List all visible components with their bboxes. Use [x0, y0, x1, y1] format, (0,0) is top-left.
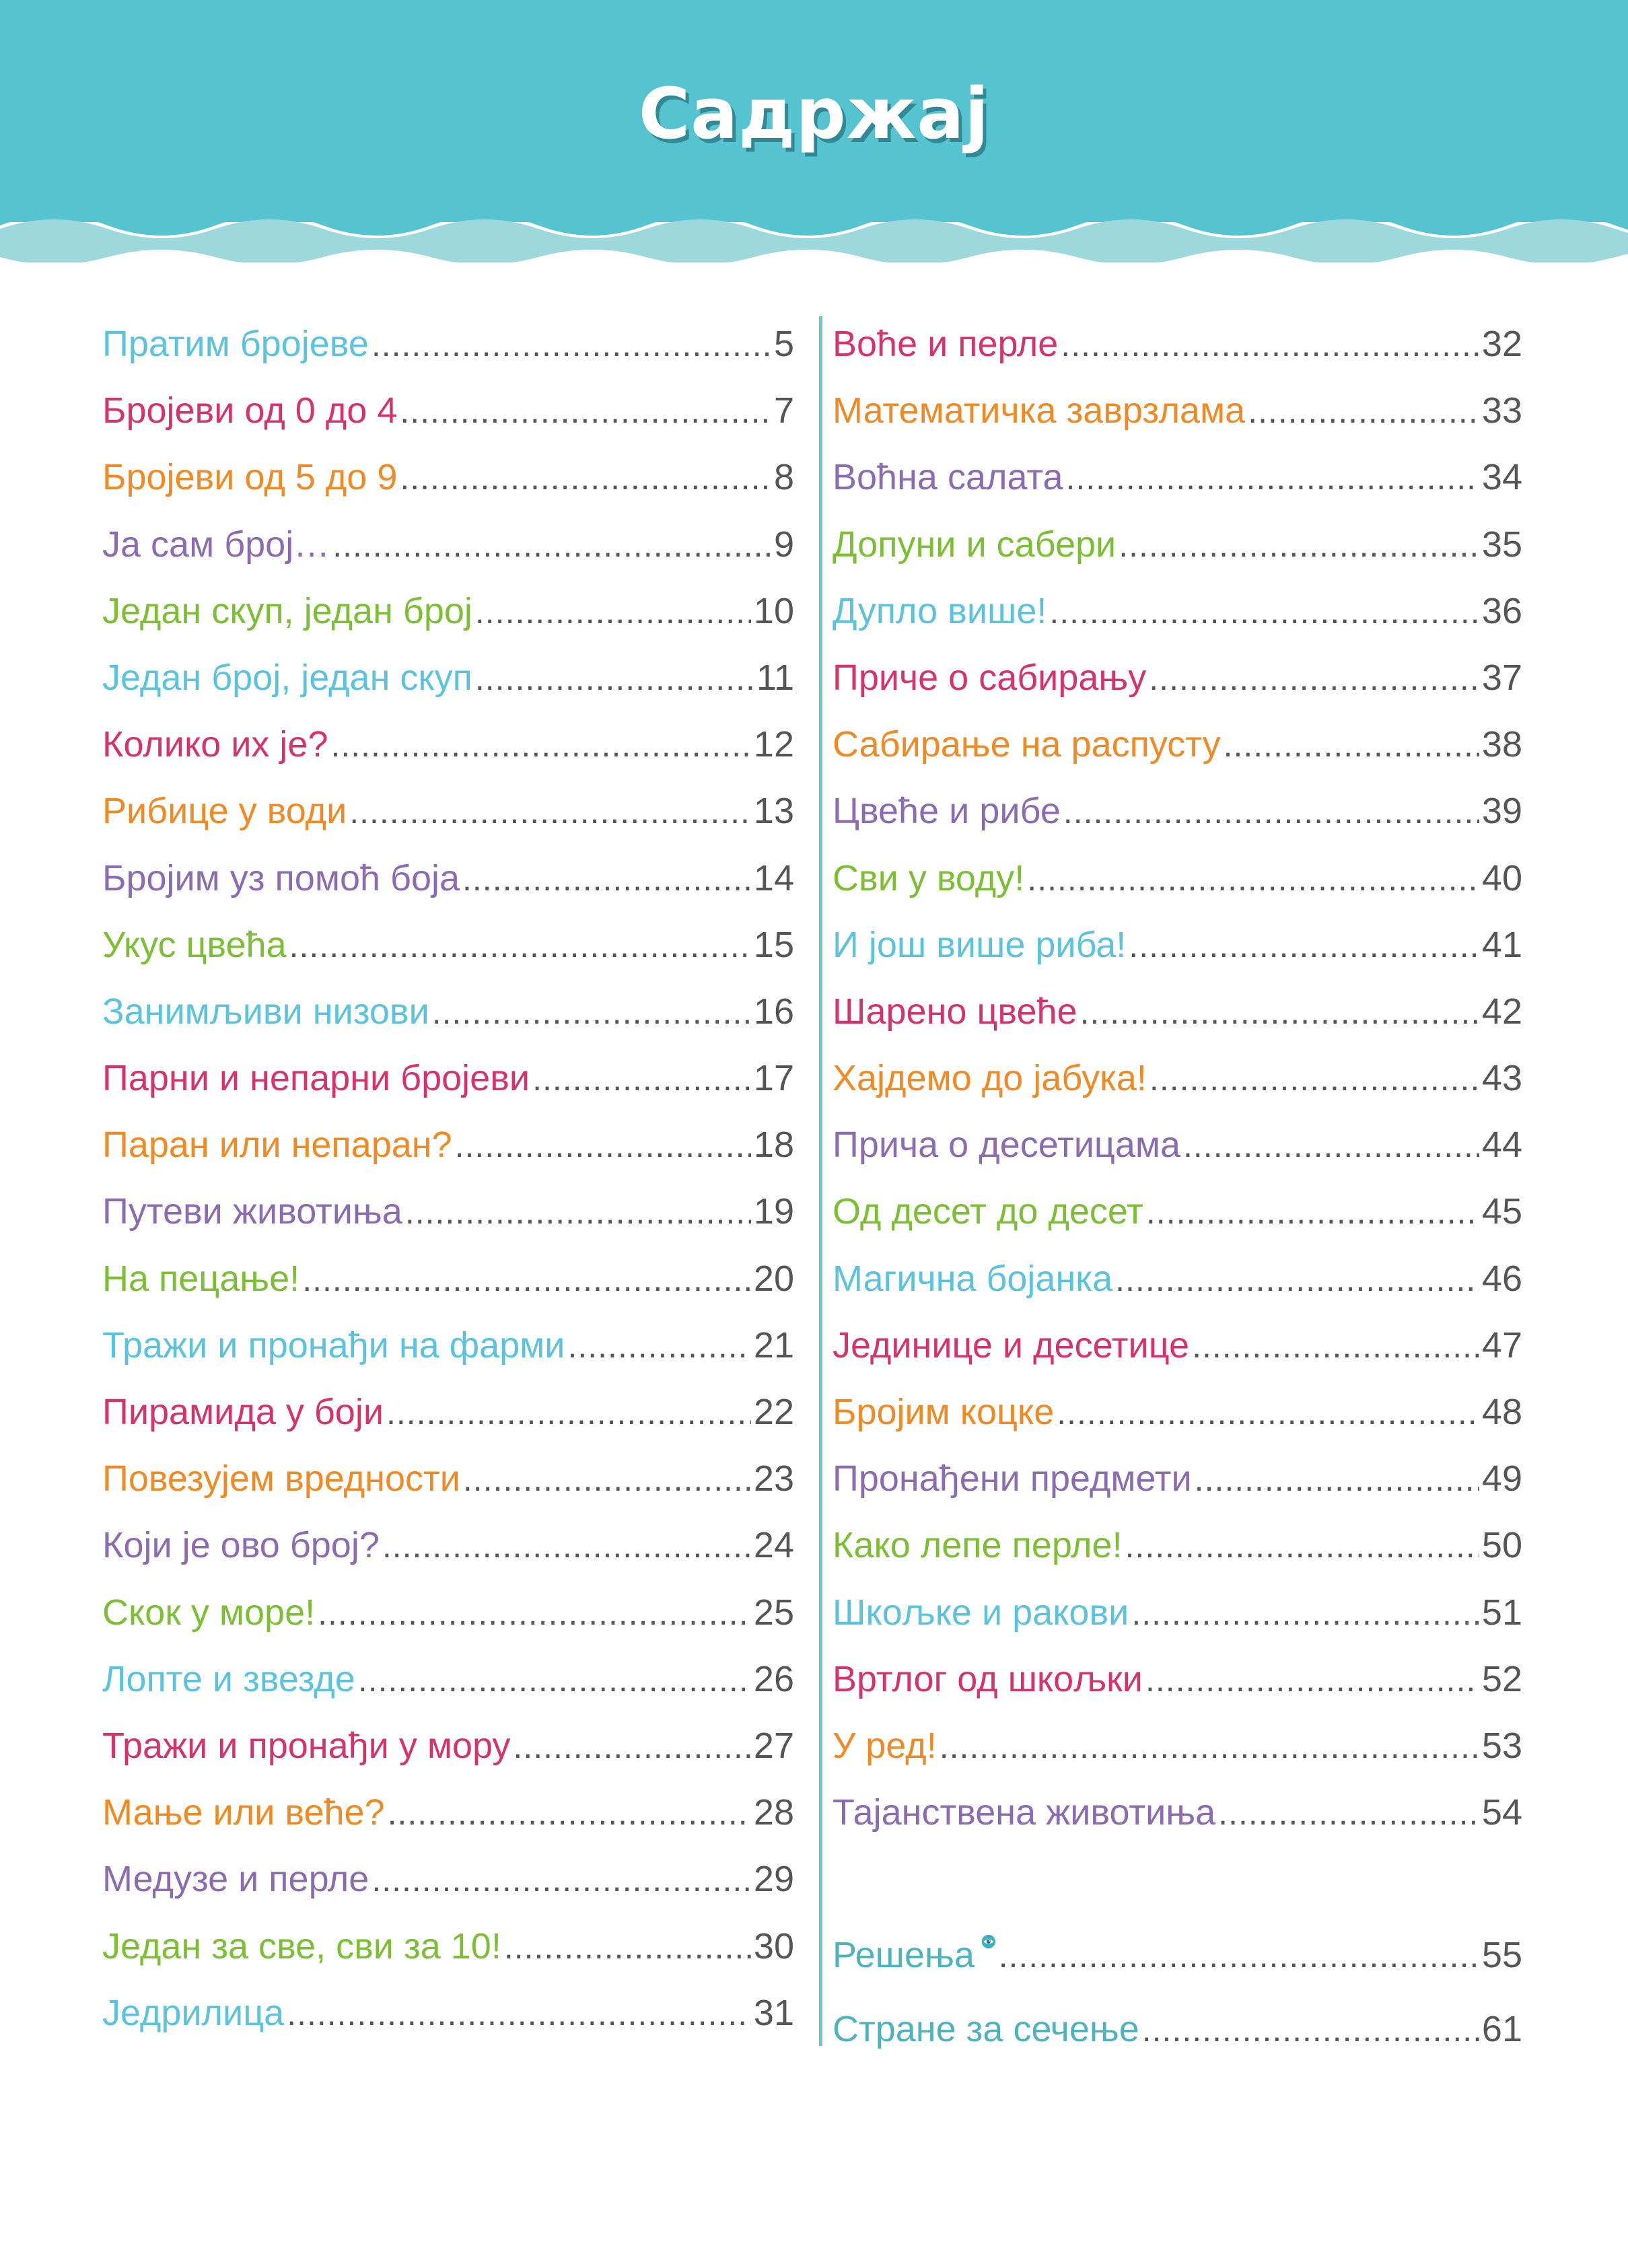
dot-leader: [455, 1112, 751, 1179]
toc-page-number: 23: [753, 1458, 794, 1499]
toc-entry-title: Колико их је?: [102, 724, 328, 765]
toc-page-number: 53: [1481, 1725, 1522, 1766]
dot-leader: [1049, 579, 1479, 645]
dot-leader: [1119, 512, 1479, 579]
dot-leader: [940, 1713, 1479, 1780]
toc-entry[interactable]: [833, 1112, 1522, 1178]
toc-entry[interactable]: [833, 1246, 1522, 1312]
toc-page-number: 41: [1481, 924, 1522, 965]
toc-entry-title: Бројим коцке: [833, 1392, 1055, 1432]
dot-leader: [330, 712, 750, 779]
dot-leader: [332, 512, 771, 579]
dot-leader: [1149, 645, 1479, 712]
toc-page-number: 29: [753, 1859, 794, 1900]
toc-page-number: 28: [753, 1792, 794, 1833]
toc-entry-title: Медузе и перле: [102, 1859, 369, 1900]
dot-leader: [567, 1313, 750, 1380]
toc-appendix-list: [833, 1918, 1522, 2066]
toc-page-number: 36: [1481, 590, 1522, 631]
toc-page-number: 17: [753, 1058, 794, 1099]
toc-entry[interactable]: [833, 1446, 1522, 1512]
dot-leader: [400, 445, 771, 511]
toc-entry-title: Прича о десетицама: [833, 1125, 1181, 1166]
toc-entry[interactable]: [102, 1178, 794, 1245]
toc-page-number: 26: [753, 1658, 794, 1699]
toc-page-number: 43: [1481, 1058, 1522, 1099]
toc-entry[interactable]: [102, 778, 794, 845]
dot-leader: [1218, 1780, 1479, 1847]
toc-entry-title: Тражи и пронађи на фарми: [102, 1324, 565, 1366]
dot-leader: [1125, 1513, 1479, 1580]
toc-entry[interactable]: [833, 1512, 1522, 1579]
dot-leader: [388, 1780, 751, 1847]
toc-entry[interactable]: [833, 578, 1522, 645]
toc-page-number: 44: [1481, 1125, 1522, 1166]
toc-page-number: 30: [753, 1925, 794, 1966]
column-divider: [819, 316, 822, 2046]
toc-entry[interactable]: [833, 1713, 1522, 1779]
toc-entry-title: Пронађени предмети: [833, 1458, 1192, 1499]
toc-entry-title: Пратим бројеве: [102, 324, 369, 364]
toc-page-number: 38: [1481, 724, 1522, 765]
toc-page-number: 18: [753, 1125, 794, 1166]
toc-page-number: 22: [753, 1392, 794, 1432]
toc-entry[interactable]: [102, 645, 794, 711]
toc-page-number: 35: [1481, 524, 1522, 565]
toc-entry-title: Вртлог од шкољки: [833, 1658, 1143, 1699]
toc-entry-title: Повезујем вредности: [102, 1458, 460, 1499]
toc-page-number: 40: [1481, 857, 1522, 898]
toc-entry[interactable]: [102, 1913, 794, 1980]
page-title: Садржај: [638, 73, 990, 155]
toc-page-number: 50: [1481, 1525, 1522, 1566]
toc-page-number: 24: [753, 1525, 794, 1566]
dot-leader: [1131, 1580, 1479, 1647]
toc-page-number: 20: [753, 1258, 794, 1299]
toc-page-number: 51: [1481, 1592, 1522, 1633]
dot-leader: [1057, 1380, 1479, 1446]
dot-leader: [532, 1046, 751, 1112]
toc-page-number: 25: [753, 1592, 794, 1633]
toc-entry[interactable]: [102, 1112, 794, 1178]
toc-page-number: 32: [1481, 324, 1522, 364]
dot-leader: [1080, 979, 1479, 1046]
toc-entry-title: Паран или непаран?: [102, 1125, 452, 1166]
toc-entry[interactable]: [833, 444, 1522, 511]
toc-entry-title: Један за све, сви за 10!: [102, 1925, 501, 1966]
toc-entry-title: Од десет до десет: [833, 1191, 1143, 1232]
dot-leader: [1063, 779, 1479, 845]
toc-page-number: 31: [753, 1992, 794, 2033]
dot-leader: [289, 913, 751, 979]
dot-leader: [504, 1914, 751, 1981]
dot-leader: [432, 979, 751, 1046]
toc-entry-title: Воће и перле: [833, 324, 1059, 364]
toc-entry-title: Бројеви од 0 до 4: [102, 390, 398, 431]
toc-entry[interactable]: [102, 1379, 794, 1446]
dot-leader: [1129, 913, 1479, 979]
toc-entry-title: Математичка заврзлама: [833, 390, 1246, 431]
toc-entry-title: Допуни и сабери: [833, 524, 1117, 565]
toc-entry[interactable]: [102, 1312, 794, 1379]
toc-entry[interactable]: [102, 311, 794, 378]
toc-entry-title: Шарено цвеће: [833, 991, 1077, 1032]
toc-entry-title: Једрилица: [102, 1992, 285, 2033]
toc-entry-title: Воћна салата: [833, 457, 1063, 498]
dot-leader: [1061, 312, 1479, 378]
toc-page-number: 14: [753, 857, 794, 898]
toc-entry-title: Тајанствена животиња: [833, 1792, 1216, 1833]
toc-entry-title: Цвеће и рибе: [833, 791, 1061, 832]
toc-entry[interactable]: [833, 511, 1522, 578]
toc-entry-title: Ја сам број…: [102, 524, 330, 565]
toc-entry[interactable]: [833, 1045, 1522, 1112]
toc-left-column: [102, 311, 794, 2047]
toc-entry-title: На пецање!: [102, 1258, 300, 1299]
toc-entry[interactable]: [102, 1045, 794, 1112]
toc-entry-title: Хајдемо до јабука!: [833, 1058, 1147, 1099]
dot-leader: [463, 1446, 751, 1513]
toc-entry-title: Путеви животиња: [102, 1191, 402, 1232]
toc-page-number: 15: [753, 924, 794, 965]
dot-leader: [1146, 1179, 1479, 1246]
toc-page-number: 42: [1481, 991, 1522, 1032]
toc-entry-title: Који је ово број?: [102, 1525, 380, 1566]
toc-page-number: 27: [753, 1725, 794, 1766]
dot-leader: [475, 579, 751, 645]
toc-page-number: 7: [773, 390, 794, 431]
dot-leader: [1183, 1112, 1479, 1179]
toc-entry[interactable]: [102, 1713, 794, 1779]
dot-leader: [1248, 378, 1479, 445]
dot-leader: [1115, 1246, 1479, 1313]
toc-page-number: 10: [753, 590, 794, 631]
toc-entry[interactable]: [833, 645, 1522, 711]
toc-entry-title: Укус цвећа: [102, 924, 287, 965]
toc-entry[interactable]: [833, 912, 1522, 979]
toc-page-number: 61: [1481, 2009, 1522, 2049]
toc-entry-title: Парни и непарни бројеви: [102, 1058, 530, 1099]
toc-entry[interactable]: [833, 1646, 1522, 1713]
toc-entry[interactable]: [833, 845, 1522, 912]
dot-leader: [318, 1580, 751, 1647]
dot-leader: [400, 378, 771, 445]
toc-entry[interactable]: [102, 1446, 794, 1512]
toc-entry[interactable]: [102, 1512, 794, 1579]
dot-leader: [302, 1246, 751, 1313]
toc-entry[interactable]: [102, 1779, 794, 1846]
toc-page-number: 33: [1481, 390, 1522, 431]
dot-leader: [1065, 445, 1479, 511]
toc-entry[interactable]: [833, 1992, 1522, 2066]
toc-page-number: 8: [773, 457, 794, 498]
toc-entry[interactable]: [833, 1379, 1522, 1446]
toc-entry-title: Скок у море!: [102, 1592, 316, 1633]
toc-entry[interactable]: [833, 311, 1522, 378]
toc-page-number: 52: [1481, 1658, 1522, 1699]
toc-entry[interactable]: [833, 1918, 1522, 1992]
toc-entry[interactable]: [102, 979, 794, 1045]
dot-leader: [287, 1981, 751, 2047]
dot-leader: [382, 1513, 751, 1580]
toc-entry[interactable]: [102, 1980, 794, 2047]
toc-entry-title: У ред!: [833, 1725, 937, 1766]
toc-entry-title: Тражи и пронађи у мору: [102, 1725, 511, 1766]
dot-leader: [513, 1713, 751, 1780]
toc-page-number: 47: [1481, 1324, 1522, 1366]
toc-entry-title: Приче о сабирању: [833, 657, 1147, 698]
toc-entry[interactable]: [833, 979, 1522, 1045]
toc-page-number: 5: [773, 324, 794, 364]
toc-entry-title: Сабирање на распусту: [833, 724, 1221, 765]
toc-entry[interactable]: [833, 378, 1522, 444]
toc-entry-title: Лопте и звезде: [102, 1658, 355, 1699]
toc-entry[interactable]: [102, 1580, 794, 1646]
toc-entry-title: Дупло више!: [833, 590, 1047, 631]
toc-entry-title: Рибице у води: [102, 791, 347, 832]
toc-entry-title: Како лепе перле!: [833, 1525, 1123, 1566]
toc-entry-title: Пирамида у боји: [102, 1392, 384, 1432]
toc-entry[interactable]: [102, 1846, 794, 1913]
dot-leader: [999, 1919, 1479, 1993]
toc-entry[interactable]: [102, 578, 794, 645]
toc-entry[interactable]: [102, 378, 794, 444]
toc-page-number: 54: [1481, 1792, 1522, 1833]
toc-entry-title: Један број, један скуп: [102, 657, 472, 698]
toc-entry[interactable]: [102, 511, 794, 578]
toc-entry-title: Бројим уз помоћ боја: [102, 857, 460, 898]
toc-entry[interactable]: [833, 711, 1522, 778]
toc-entry-title: Јединице и десетице: [833, 1324, 1190, 1366]
toc-entry[interactable]: [833, 1580, 1522, 1646]
dot-leader: [1192, 1313, 1479, 1380]
toc-page-number: 13: [753, 791, 794, 832]
toc-entry[interactable]: [102, 1646, 794, 1713]
toc-entry-title: Занимљиви низови: [102, 991, 429, 1032]
dot-leader: [462, 846, 751, 913]
toc-entry[interactable]: [102, 912, 794, 979]
toc-page-number: 12: [753, 724, 794, 765]
toc-page-number: 39: [1481, 791, 1522, 832]
toc-entry-title: Решења: [833, 1935, 975, 1975]
toc-page-number: 37: [1481, 657, 1522, 698]
toc-entry[interactable]: [102, 711, 794, 778]
toc-entry[interactable]: [102, 845, 794, 912]
dot-leader: [371, 1847, 751, 1913]
toc-page-number: 21: [753, 1324, 794, 1366]
toc-page-number: 11: [756, 657, 794, 698]
toc-entry[interactable]: [833, 1779, 1522, 1846]
toc-page-number: 34: [1481, 457, 1522, 498]
dot-leader: [358, 1647, 751, 1713]
toc-entry-title: Шкољке и ракови: [833, 1592, 1129, 1633]
dot-leader: [1145, 1647, 1479, 1713]
dot-leader: [475, 645, 754, 712]
dot-leader: [1142, 1993, 1479, 2067]
toc-page-number: 19: [753, 1191, 794, 1232]
dot-leader: [405, 1179, 751, 1246]
toc-entry[interactable]: [833, 1312, 1522, 1379]
toc-entry[interactable]: [833, 1178, 1522, 1245]
toc-page-number: 9: [773, 524, 794, 565]
toc-entry-title: Сви у воду!: [833, 857, 1025, 898]
dot-leader: [349, 779, 751, 845]
toc-entry[interactable]: [102, 1246, 794, 1312]
header-banner: [0, 0, 1628, 262]
dot-leader: [1149, 1046, 1479, 1112]
toc-page-number: 45: [1481, 1191, 1522, 1232]
toc-page-number: 55: [1481, 1935, 1522, 1975]
toc-entry[interactable]: [833, 778, 1522, 845]
toc-entry[interactable]: [102, 444, 794, 511]
dot-leader: [1224, 712, 1479, 779]
dot-leader: [371, 312, 771, 378]
toc-entry-title: Стране за сечење: [833, 2009, 1139, 2049]
toc-entry-title: И још више риба!: [833, 924, 1127, 965]
toc-page-number: 49: [1481, 1458, 1522, 1499]
toc-page-number: 46: [1481, 1258, 1522, 1299]
dot-leader: [386, 1380, 751, 1446]
dot-leader: [1195, 1446, 1479, 1513]
toc-entry-title: Магична бојанка: [833, 1258, 1113, 1299]
toc-entry-title: Мање или веће?: [102, 1792, 385, 1833]
toc-page-number: 48: [1481, 1392, 1522, 1432]
toc-entry-title: Један скуп, један број: [102, 590, 472, 631]
eye-icon: [981, 1920, 996, 1963]
toc-page-number: 16: [753, 991, 794, 1032]
toc-entry-title: Бројеви од 5 до 9: [102, 457, 398, 498]
dot-leader: [1027, 846, 1479, 913]
toc-right-column: [833, 311, 1522, 1846]
